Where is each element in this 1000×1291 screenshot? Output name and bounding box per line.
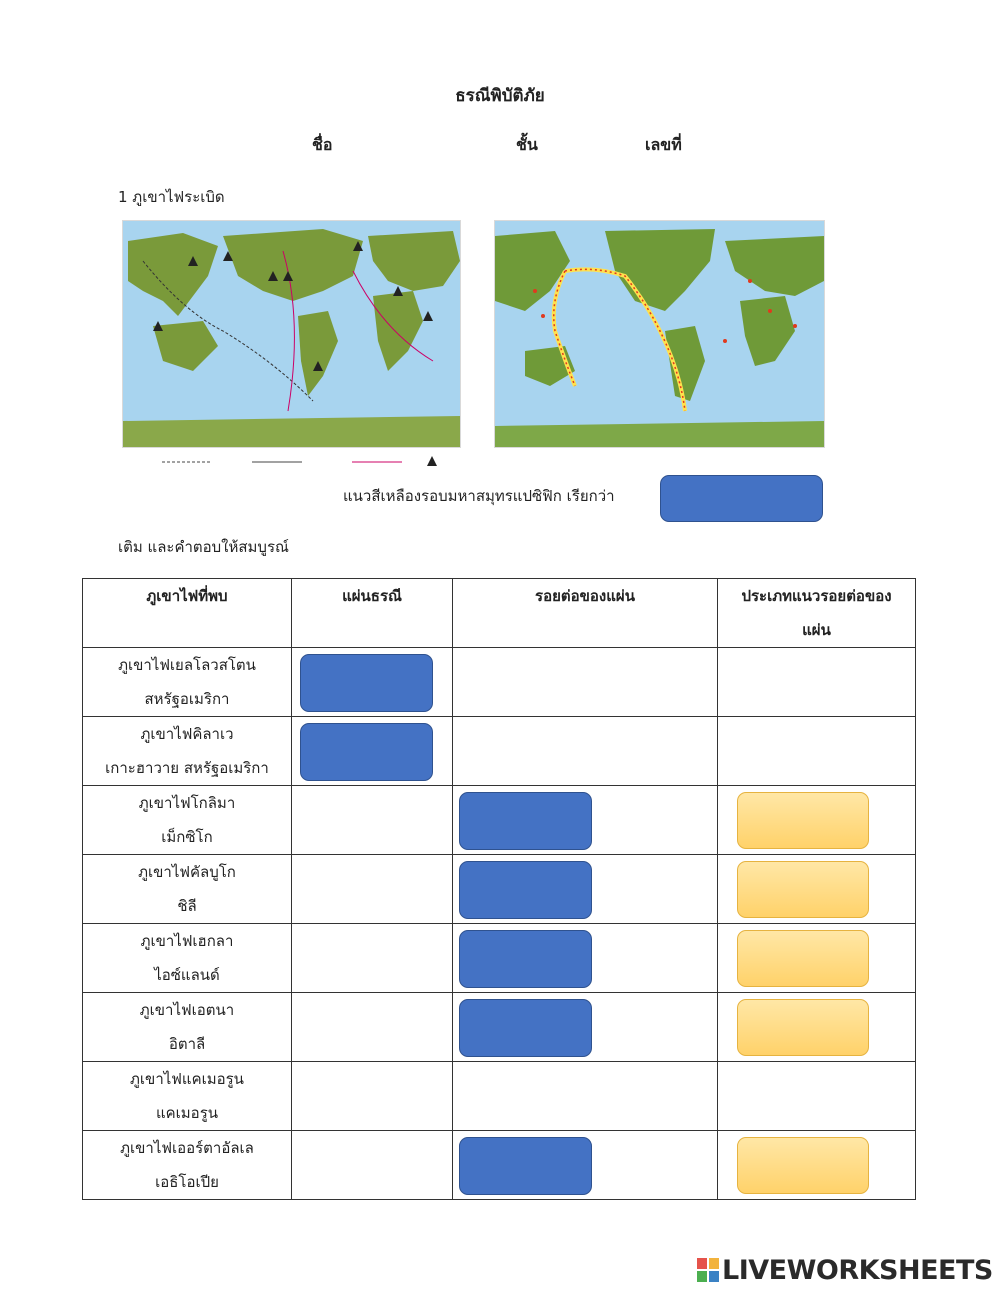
boundary-type-answer-box[interactable] bbox=[737, 930, 869, 987]
volcano-cell bbox=[83, 924, 292, 993]
header-volcano: ภูเขาไฟที่พบ bbox=[83, 579, 292, 648]
boundary-cell bbox=[453, 717, 718, 786]
volcano-cell bbox=[83, 1131, 292, 1200]
plate-cell bbox=[292, 924, 453, 993]
boundary-type-cell bbox=[718, 1062, 916, 1131]
ring-of-fire-map bbox=[494, 220, 825, 448]
plate-cell bbox=[292, 855, 453, 924]
table-header-row bbox=[83, 579, 916, 648]
volcano-name: ภูเขาไฟแคเมอรูน bbox=[130, 1070, 244, 1088]
table-row bbox=[83, 924, 916, 993]
logo-text: LIVEWORKSHEETS bbox=[722, 1255, 993, 1286]
plate-cell bbox=[292, 648, 453, 717]
boundary-cell bbox=[453, 648, 718, 717]
volcano-location: เกาะฮาวาย สหรัฐอเมริกา bbox=[105, 759, 269, 777]
plate-cell bbox=[292, 993, 453, 1062]
boundary-answer-box[interactable] bbox=[459, 930, 592, 988]
volcano-cell bbox=[83, 786, 292, 855]
volcano-location: สหรัฐอเมริกา bbox=[144, 690, 230, 708]
boundary-type-answer-box[interactable] bbox=[737, 792, 869, 849]
header-boundary-type: ประเภทแนวรอยต่อของแผ่น bbox=[718, 579, 916, 648]
plate-answer-box[interactable] bbox=[300, 723, 433, 781]
tectonic-plate-map bbox=[122, 220, 461, 448]
number-label: เลขที่ bbox=[645, 135, 682, 154]
volcano-name: ภูเขาไฟเยลโลวสโตน bbox=[118, 656, 256, 674]
liveworksheets-logo bbox=[697, 1255, 993, 1286]
boundary-answer-box[interactable] bbox=[459, 1137, 592, 1195]
boundary-type-cell bbox=[718, 1131, 916, 1200]
volcano-location: ไอซ์แลนด์ bbox=[154, 966, 220, 984]
boundary-answer-box[interactable] bbox=[459, 861, 592, 919]
boundary-type-answer-box[interactable] bbox=[737, 861, 869, 918]
volcano-cell bbox=[83, 1062, 292, 1131]
boundary-type-cell bbox=[718, 993, 916, 1062]
volcano-name: ภูเขาไฟเออร์ตาอัลเล bbox=[120, 1139, 254, 1157]
boundary-answer-box[interactable] bbox=[459, 999, 592, 1057]
liveworksheets-icon bbox=[697, 1258, 719, 1282]
volcano-location: แคเมอรูน bbox=[155, 1104, 219, 1122]
boundary-cell bbox=[453, 993, 718, 1062]
boundary-type-cell bbox=[718, 924, 916, 993]
name-label: ชื่อ bbox=[312, 135, 333, 154]
table-row bbox=[83, 648, 916, 717]
plate-answer-box[interactable] bbox=[300, 654, 433, 712]
volcano-name: ภูเขาไฟคิลาเว bbox=[140, 725, 234, 743]
table-row bbox=[83, 993, 916, 1062]
table-row bbox=[83, 855, 916, 924]
section-heading: 1 ภูเขาไฟระเบิด bbox=[118, 188, 225, 206]
boundary-cell bbox=[453, 786, 718, 855]
plate-cell bbox=[292, 1062, 453, 1131]
table-row bbox=[83, 717, 916, 786]
boundary-cell bbox=[453, 924, 718, 993]
boundary-cell bbox=[453, 855, 718, 924]
table-row bbox=[83, 1131, 916, 1200]
volcano-location: ชิลี bbox=[177, 897, 197, 915]
boundary-type-cell bbox=[718, 648, 916, 717]
volcano-cell bbox=[83, 855, 292, 924]
volcano-name: ภูเขาไฟโกลิมา bbox=[138, 794, 236, 812]
volcano-table bbox=[82, 578, 916, 1200]
ring-of-fire-question: แนวสีเหลืองรอบมหาสมุทรแปซิฟิก เรียกว่า bbox=[343, 487, 615, 505]
volcano-location: เอธิโอเปีย bbox=[155, 1173, 219, 1191]
boundary-answer-box[interactable] bbox=[459, 792, 592, 850]
table-row bbox=[83, 786, 916, 855]
volcano-cell bbox=[83, 717, 292, 786]
instruction-text: เติม และคำตอบให้สมบูรณ์ bbox=[118, 538, 289, 556]
boundary-type-answer-box[interactable] bbox=[737, 1137, 869, 1194]
boundary-cell bbox=[453, 1131, 718, 1200]
ring-of-fire-answer-box[interactable] bbox=[660, 475, 823, 522]
boundary-type-cell bbox=[718, 855, 916, 924]
volcano-cell bbox=[83, 993, 292, 1062]
table-row bbox=[83, 1062, 916, 1131]
header-plate: แผ่นธรณี bbox=[292, 579, 453, 648]
class-label: ชั้น bbox=[516, 135, 538, 154]
boundary-type-cell bbox=[718, 717, 916, 786]
plate-cell bbox=[292, 786, 453, 855]
page-title: ธรณีพิบัติภัย bbox=[455, 86, 545, 106]
volcano-name: ภูเขาไฟคัลบูโก bbox=[138, 863, 236, 881]
volcano-location: อิตาลี bbox=[168, 1035, 206, 1053]
boundary-type-cell bbox=[718, 786, 916, 855]
header-boundary: รอยต่อของแผ่น bbox=[453, 579, 718, 648]
boundary-cell bbox=[453, 1062, 718, 1131]
volcano-cell bbox=[83, 648, 292, 717]
plate-cell bbox=[292, 1131, 453, 1200]
volcano-name: ภูเขาไฟเอตนา bbox=[139, 1001, 235, 1019]
map-legend bbox=[122, 452, 462, 476]
boundary-type-answer-box[interactable] bbox=[737, 999, 869, 1056]
volcano-name: ภูเขาไฟเฮกลา bbox=[140, 932, 234, 950]
volcano-location: เม็กซิโก bbox=[161, 828, 213, 846]
plate-cell bbox=[292, 717, 453, 786]
